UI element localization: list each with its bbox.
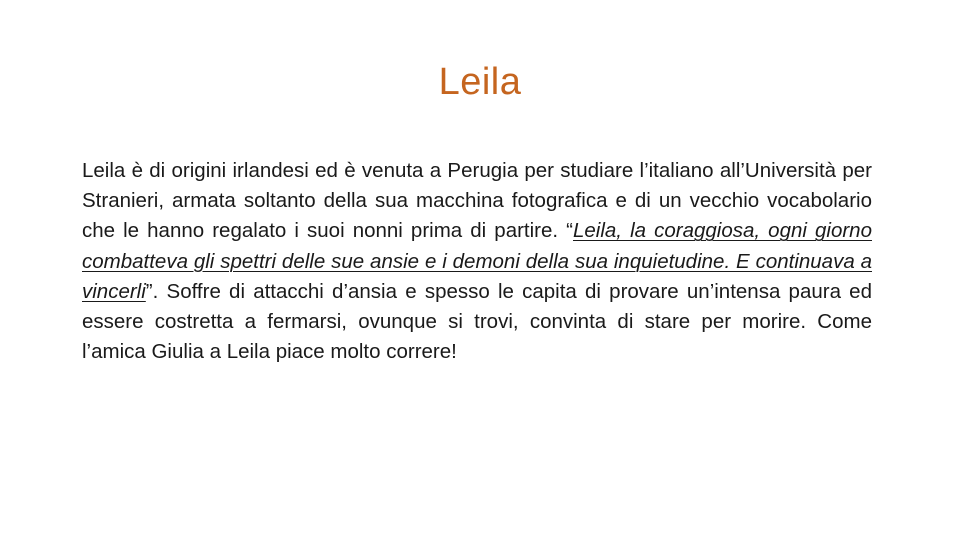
body-paragraph xyxy=(82,156,872,367)
slide-title: Leila xyxy=(438,61,522,103)
paragraph-quote: Leila, la coraggiosa, ogni giorno combatteva gli spettri delle sue ansie e i demoni della sua inquietudine. E continuava a vincerli xyxy=(82,219,872,303)
paragraph-outro: ”. Soffre di attacchi d’ansia e spesso le capita di provare un’intensa paura ed essere costretta a fermarsi, ovunque si trovi, convinta di stare per morire. Come l’amica Giulia a Leila piace molto correre! xyxy=(82,279,872,364)
paragraph-intro: Leila è di origini irlandesi ed è venuta a Perugia per studiare l’italiano all’Università per Stranieri, armata soltanto della sua macchina fotografica e di un vecchio vocabolario che le hanno regalato i suoi nonni prima di partire. “ xyxy=(82,159,872,243)
